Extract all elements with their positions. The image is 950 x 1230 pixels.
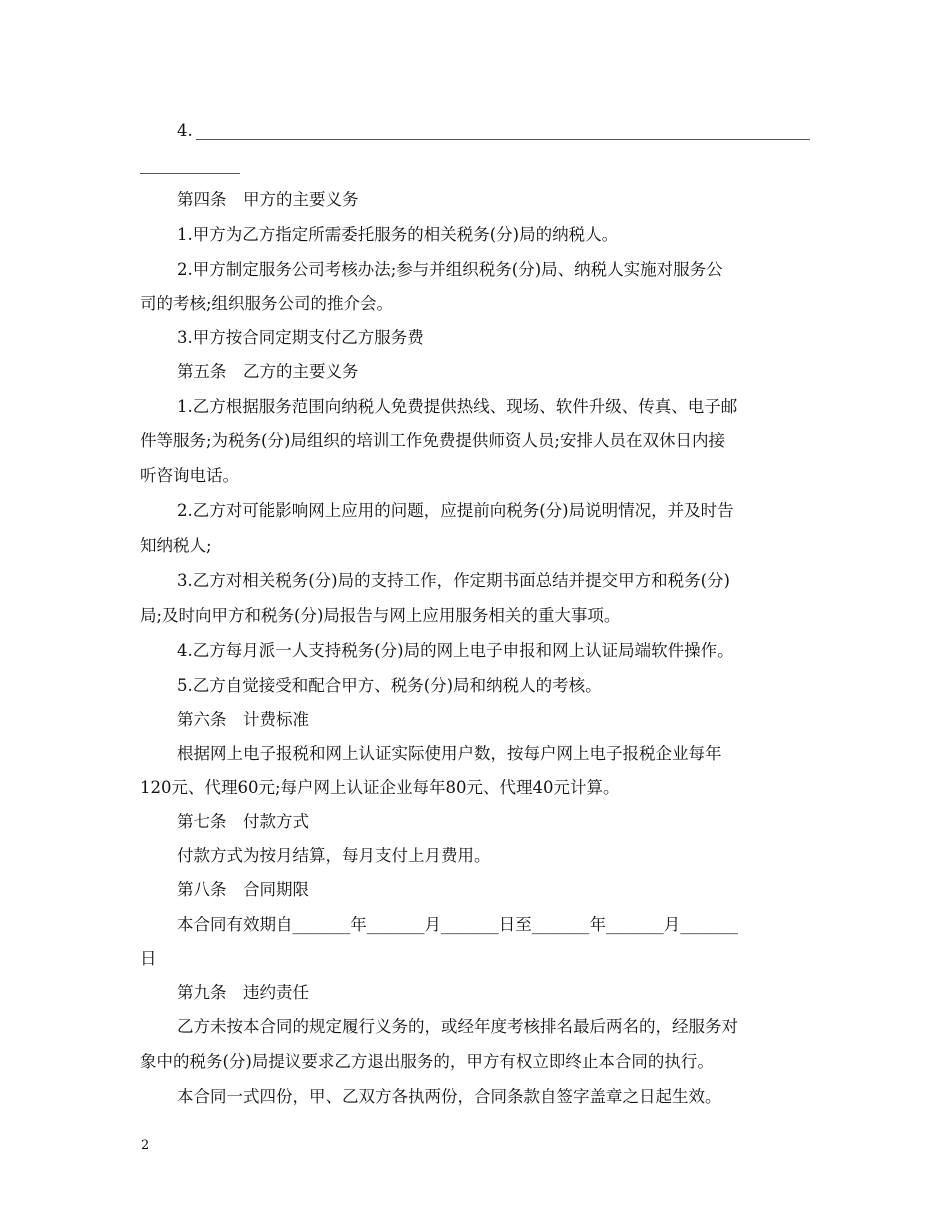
paragraph-line: 2.乙方对可能影响网上应用的问题，应提前向税务(分)局说明情况，并及时告 [177, 501, 734, 520]
article-9-heading: 第九条 违约责任 [177, 983, 309, 1002]
page-number: 2 [141, 1138, 150, 1153]
blank-line-1 [196, 139, 810, 140]
paragraph-line: 局;及时向甲方和税务(分)局报告与网上应用服务相关的重大事项。 [140, 606, 621, 625]
article-4-heading: 第四条 甲方的主要义务 [177, 190, 359, 209]
article-6-heading: 第六条 计费标准 [177, 710, 309, 729]
paragraph-line: 知纳税人; [140, 536, 212, 555]
paragraph-line: 本合同一式四份，甲、乙双方各执两份，合同条款自签字盖章之日起生效。 [177, 1087, 722, 1106]
paragraph-line: 乙方未按本合同的规定履行义务的，或经年度考核排名最后两名的，经服务对 [177, 1017, 738, 1036]
paragraph-line: 1.乙方根据服务范围向纳税人免费提供热线、现场、软件升级、传真、电子邮 [177, 397, 738, 416]
article-8-heading: 第八条 合同期限 [177, 880, 309, 899]
item-4-label: 4. [177, 121, 193, 140]
paragraph-line: 2.甲方制定服务公司考核办法;参与并组织税务(分)局、纳税人实施对服务公 [177, 260, 723, 279]
paragraph-line: 120元、代理60元;每户网上认证企业每年80元、代理40元计算。 [140, 778, 620, 797]
blank-line-2 [140, 173, 240, 174]
paragraph-line: 件等服务;为税务(分)局组织的培训工作免费提供师资人员;安排人员在双休日内接 [140, 431, 725, 450]
article-5-heading: 第五条 乙方的主要义务 [177, 362, 359, 381]
contract-term-line-end: 日 [140, 949, 157, 968]
article-7-heading: 第七条 付款方式 [177, 812, 309, 831]
paragraph-line: 根据网上电子报税和网上认证实际使用户数，按每户网上电子报税企业每年 [177, 744, 722, 763]
paragraph-line: 3.乙方对相关税务(分)局的支持工作，作定期书面总结并提交甲方和税务(分) [177, 571, 730, 590]
paragraph-line: 5.乙方自觉接受和配合甲方、税务(分)局和纳税人的考核。 [177, 676, 602, 695]
paragraph-line: 听咨询电话。 [140, 466, 239, 485]
contract-term-line: 本合同有效期自_______年_______月_______日至_______年_______月_______ [177, 915, 738, 934]
paragraph-line: 象中的税务(分)局提议要求乙方退出服务的，甲方有权立即终止本合同的执行。 [140, 1052, 714, 1071]
paragraph-line: 4.乙方每月派一人支持税务(分)局的网上电子申报和网上认证局端软件操作。 [177, 641, 734, 660]
paragraph-line: 付款方式为按月结算，每月支付上月费用。 [177, 846, 491, 865]
paragraph-line: 1.甲方为乙方指定所需委托服务的相关税务(分)局的纳税人。 [177, 225, 619, 244]
paragraph-line: 司的考核;组织服务公司的推介会。 [140, 294, 394, 313]
paragraph-line: 3.甲方按合同定期支付乙方服务费 [177, 328, 424, 347]
